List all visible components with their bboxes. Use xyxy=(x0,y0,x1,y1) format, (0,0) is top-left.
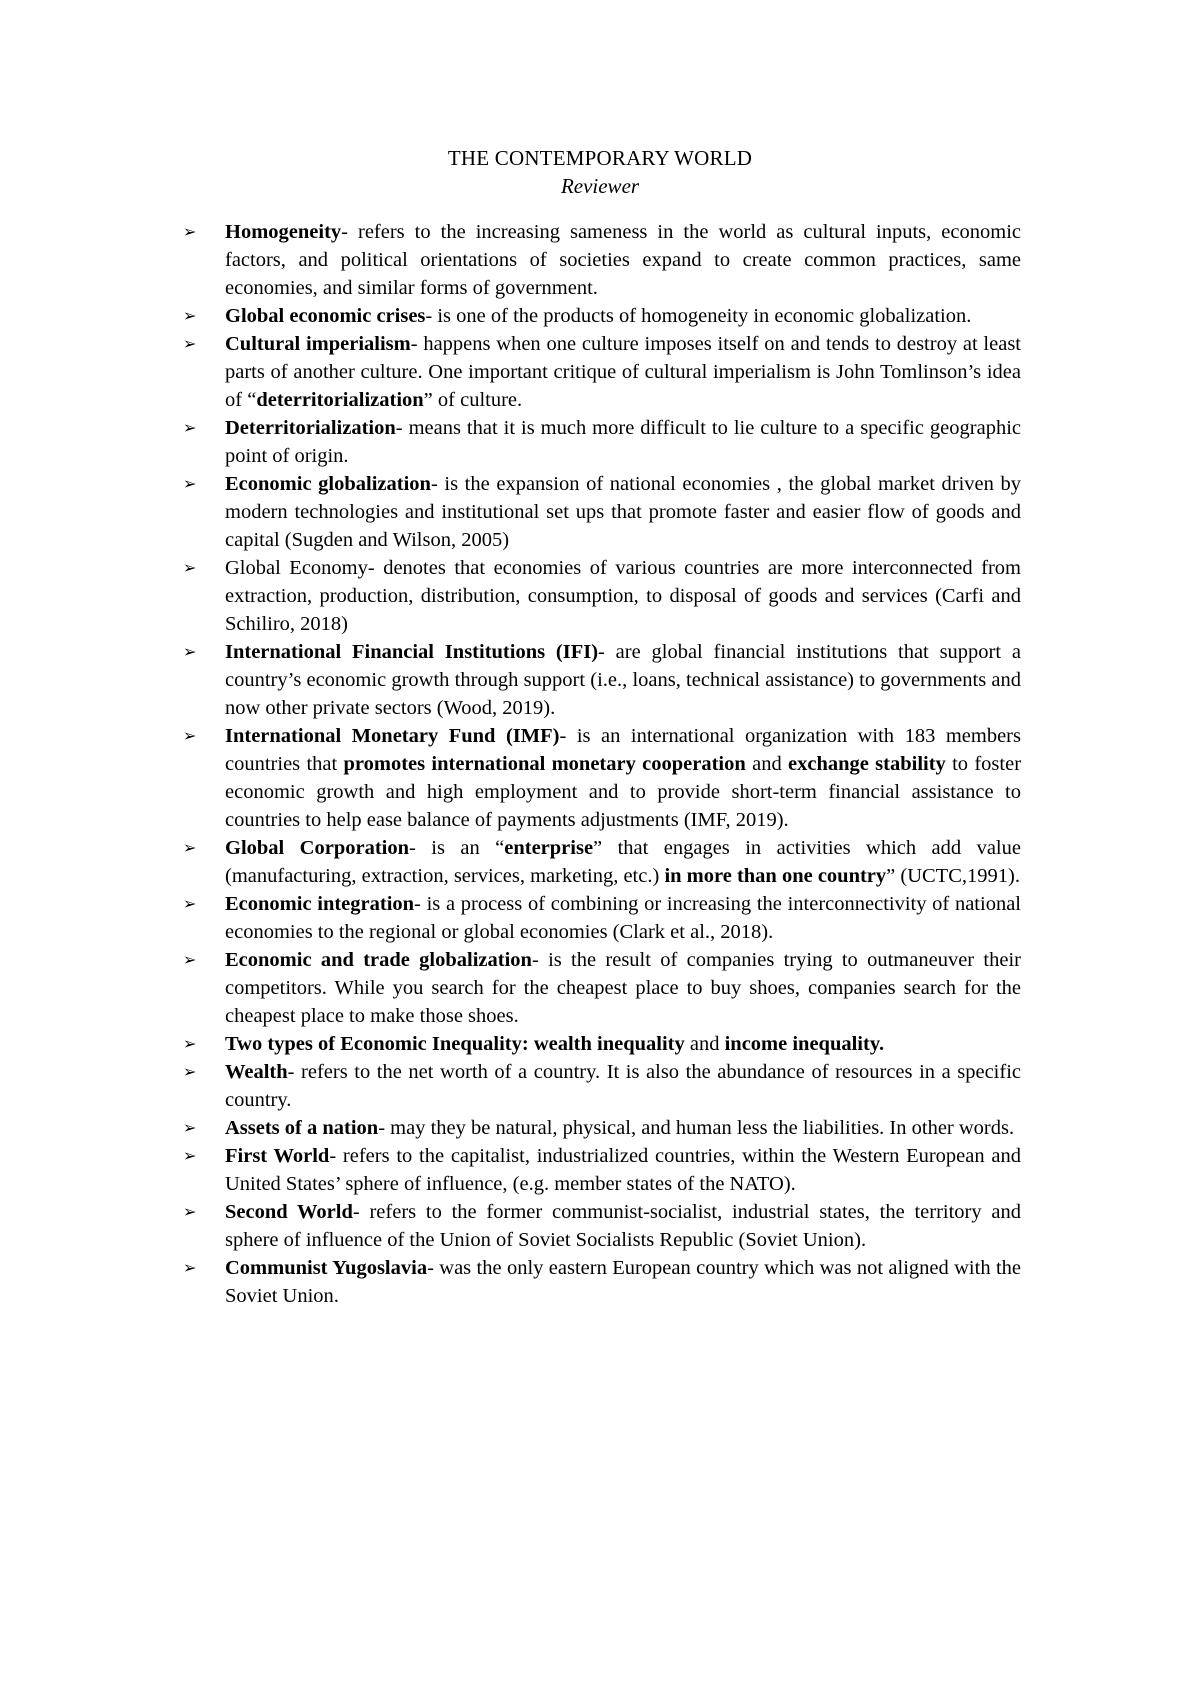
term: in more than one country xyxy=(664,865,887,887)
definition: - is one of the products of homogeneity in economic globalization. xyxy=(425,305,972,327)
definition: - may they be natural, physical, and human less the liabilities. In other words. xyxy=(378,1117,1015,1139)
term: International Monetary Fund (IMF) xyxy=(225,725,560,747)
arrow-bullet-icon: ➢ xyxy=(183,1258,197,1277)
arrow-bullet-icon: ➢ xyxy=(183,418,197,437)
definition: - was the only eastern European country which was not aligned with the Soviet Union. xyxy=(225,1257,1021,1307)
definition: ” of culture. xyxy=(423,389,523,411)
definition: to foster economic growth and high employment and to provide short-term financial assistance to countries to help ease balance of payments adjustments (IMF, 2019). xyxy=(225,753,1022,831)
reviewer-list xyxy=(183,218,1021,1310)
arrow-bullet-icon: ➢ xyxy=(183,894,197,913)
arrow-bullet-icon: ➢ xyxy=(183,474,197,493)
term: Deterritorialization xyxy=(225,417,396,439)
definition: - is a process of combining or increasing the interconnectivity of national economies to the regional or global economies (Clark et al., 2018). xyxy=(225,893,1021,943)
term: Homogeneity xyxy=(225,221,342,243)
term: First World xyxy=(225,1145,330,1167)
term: enterprise xyxy=(504,837,594,859)
list-item xyxy=(183,946,1021,1030)
list-item xyxy=(183,1114,1021,1142)
list-item xyxy=(183,414,1021,470)
list-item xyxy=(183,330,1021,414)
arrow-bullet-icon: ➢ xyxy=(183,1034,197,1053)
arrow-bullet-icon: ➢ xyxy=(183,1062,197,1081)
list-item xyxy=(183,554,1021,638)
definition: - refers to the net worth of a country. It is also the abundance of resources in a specific country. xyxy=(225,1061,1021,1111)
term: Two types of Economic Inequality: wealth inequality xyxy=(225,1033,685,1055)
list-item xyxy=(183,1198,1021,1254)
definition: - happens when one culture imposes itself on and tends to destroy at least parts of another culture. One important critique of cultural imperialism is John Tomlinson’s idea of “ xyxy=(225,333,1021,411)
definition: - refers to the former communist-socialist, industrial states, the territory and sphere of influence of the Union of Soviet Socialists Republic (Soviet Union). xyxy=(225,1201,1021,1251)
definition: - is the result of companies trying to outmaneuver their competitors. While you search for the cheapest place to buy shoes, companies search for the cheapest place to make those shoes. xyxy=(225,949,1021,1027)
arrow-bullet-icon: ➢ xyxy=(183,1146,197,1165)
arrow-bullet-icon: ➢ xyxy=(183,642,197,661)
term: Wealth xyxy=(225,1061,288,1083)
list-item xyxy=(183,1030,1021,1058)
definition: - is the expansion of national economies , the global market driven by modern technologies and institutional set ups that promote faster and easier flow of goods and capital (Sugden and Wilson, 2005) xyxy=(225,473,1022,551)
definition: ” that engages in activities which add value (manufacturing, extraction, services, marketing, etc.) xyxy=(225,837,1021,887)
arrow-bullet-icon: ➢ xyxy=(183,726,197,745)
term: Global economic crises xyxy=(225,305,426,327)
list-item xyxy=(183,1142,1021,1198)
arrow-bullet-icon: ➢ xyxy=(183,950,197,969)
arrow-bullet-icon: ➢ xyxy=(183,334,197,353)
definition: - refers to the increasing sameness in the world as cultural inputs, economic factors, and political orientations of societies expand to create common practices, same economies, and similar forms of government. xyxy=(225,221,1021,299)
list-item xyxy=(183,218,1021,302)
term: Economic and trade globalization xyxy=(225,949,532,971)
definition: and xyxy=(684,1033,725,1055)
arrow-bullet-icon: ➢ xyxy=(183,558,197,577)
term: exchange stability xyxy=(788,753,946,775)
definition: and xyxy=(745,753,789,775)
term: Second World xyxy=(225,1201,353,1223)
page-title: THE CONTEMPORARY WORLD xyxy=(447,146,753,170)
arrow-bullet-icon: ➢ xyxy=(183,306,197,325)
term: International Financial Institutions (IFI) xyxy=(225,641,599,663)
definition: - are global financial institutions that support a country’s economic growth through support (i.e., loans, technical assistance) to governments and now other private sectors (Wood, 2019). xyxy=(225,641,1021,719)
page-subtitle: Reviewer xyxy=(560,174,640,198)
arrow-bullet-icon: ➢ xyxy=(183,1118,197,1137)
term: Cultural imperialism xyxy=(225,333,411,355)
definition: - is an international organization with 183 members countries that xyxy=(225,725,1021,775)
list-item xyxy=(183,722,1021,834)
definition: - means that it is much more difficult to lie culture to a specific geographic point of origin. xyxy=(225,417,1021,467)
definition: Global Economy- denotes that economies of various countries are more interconnected from extraction, production, distribution, consumption, to disposal of goods and services (Carfi and Schiliro, 2018) xyxy=(225,557,1021,635)
definition: - is an “ xyxy=(409,837,505,859)
list-item xyxy=(183,890,1021,946)
term: Assets of a nation xyxy=(225,1117,379,1139)
term: Economic globalization xyxy=(225,473,431,495)
definition: ” (UCTC,1991). xyxy=(886,865,1020,887)
list-item xyxy=(183,302,1021,330)
term: promotes international monetary cooperation xyxy=(343,753,746,775)
term: income inequality. xyxy=(724,1033,885,1055)
list-item xyxy=(183,834,1021,890)
term: Communist Yugoslavia xyxy=(225,1257,428,1279)
term: Global Corporation xyxy=(225,837,409,859)
list-item xyxy=(183,638,1021,722)
definition: - refers to the capitalist, industrialized countries, within the Western European and United States’ sphere of influence, (e.g. member states of the NATO). xyxy=(225,1145,1021,1195)
term: Economic integration xyxy=(225,893,415,915)
arrow-bullet-icon: ➢ xyxy=(183,838,197,857)
list-item xyxy=(183,470,1021,554)
arrow-bullet-icon: ➢ xyxy=(183,222,197,241)
list-item xyxy=(183,1058,1021,1114)
term: deterritorialization xyxy=(256,389,424,411)
list-item xyxy=(183,1254,1021,1310)
arrow-bullet-icon: ➢ xyxy=(183,1202,197,1221)
